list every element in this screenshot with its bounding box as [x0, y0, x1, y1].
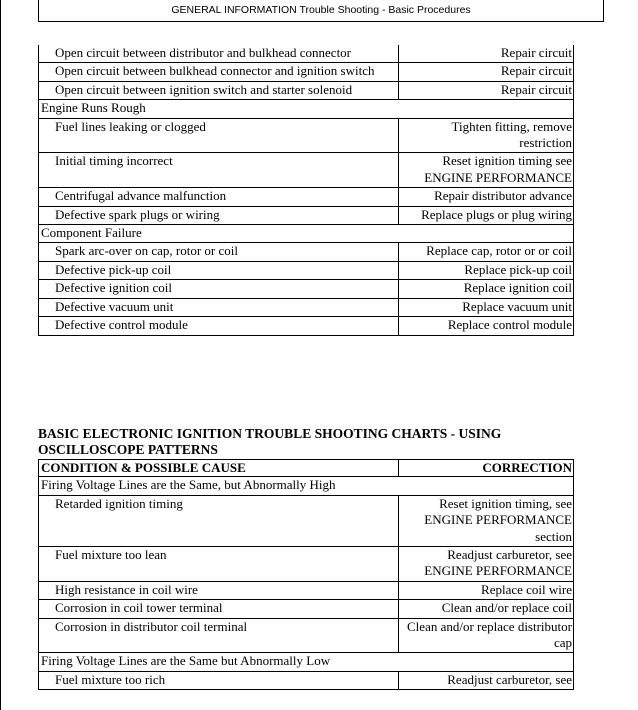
table-row: [39, 495, 574, 546]
trouble-shooting-table-continued: [38, 45, 574, 336]
oscilloscope-trouble-shooting-table: [38, 459, 574, 690]
cause-cell: Open circuit between distributor and bulkhead connector: [39, 45, 399, 63]
table-row: [39, 317, 574, 335]
table-row: [39, 618, 574, 653]
cause-cell: Open circuit between bulkhead connector and ignition switch: [39, 63, 399, 81]
cause-cell: Defective control module: [39, 317, 399, 335]
correction-cell: Clean and/or replace coil: [399, 600, 574, 618]
page-header: GENERAL INFORMATION Trouble Shooting - Basic Procedures: [38, 0, 604, 22]
correction-cell: Reset ignition timing, see ENGINE PERFORMANCE section: [399, 495, 574, 546]
table-row: [39, 600, 574, 618]
table-row: [39, 547, 574, 582]
table-row: [39, 63, 574, 81]
cause-cell: Initial timing incorrect: [39, 153, 399, 188]
correction-cell: Repair circuit: [399, 81, 574, 99]
correction-cell: Repair circuit: [399, 45, 574, 63]
cause-cell: Corrosion in coil tower terminal: [39, 600, 399, 618]
table-row: [39, 261, 574, 279]
table-row: [39, 81, 574, 99]
correction-cell: Reset ignition timing see ENGINE PERFORMANCE: [399, 153, 574, 188]
cause-cell: Defective spark plugs or wiring: [39, 206, 399, 224]
correction-cell: Replace plugs or plug wiring: [399, 206, 574, 224]
correction-cell: Clean and/or replace distributor cap: [399, 618, 574, 653]
table-row: [39, 298, 574, 316]
correction-cell: Replace cap, rotor or or coil: [399, 243, 574, 261]
correction-cell: Repair circuit: [399, 63, 574, 81]
cause-cell: Defective ignition coil: [39, 280, 399, 298]
correction-cell: Replace vacuum unit: [399, 298, 574, 316]
group-label: Component Failure: [39, 225, 574, 243]
correction-cell: Replace ignition coil: [399, 280, 574, 298]
correction-cell: Replace pick-up coil: [399, 261, 574, 279]
section-title: BASIC ELECTRONIC IGNITION TROUBLE SHOOTING CHARTS - USING OSCILLOSCOPE PATTERNS: [38, 426, 502, 457]
table-row: [39, 45, 574, 63]
table-group-row: [39, 100, 574, 118]
cause-cell: Fuel mixture too rich: [39, 671, 399, 689]
cause-cell: Retarded ignition timing: [39, 495, 399, 546]
cause-cell: Fuel lines leaking or clogged: [39, 118, 399, 153]
table-row: [39, 206, 574, 224]
correction-cell: Readjust carburetor, see ENGINE PERFORMANCE: [399, 547, 574, 582]
correction-cell: Tighten fitting, remove restriction: [399, 118, 574, 153]
cause-cell: Centrifugal advance malfunction: [39, 188, 399, 206]
table-header-row: [39, 460, 574, 477]
correction-cell: Readjust carburetor, see: [399, 671, 574, 689]
correction-cell: Replace coil wire: [399, 581, 574, 599]
cause-cell: Fuel mixture too lean: [39, 547, 399, 582]
group-label: Firing Voltage Lines are the Same but Abnormally Low: [39, 653, 574, 671]
table-row: [39, 153, 574, 188]
table-group-row: [39, 477, 574, 495]
condition-column-header: CONDITION & POSSIBLE CAUSE: [39, 460, 399, 477]
table-row: [39, 280, 574, 298]
table-row: [39, 243, 574, 261]
cause-cell: Defective pick-up coil: [39, 261, 399, 279]
cause-cell: Defective vacuum unit: [39, 298, 399, 316]
table-row: [39, 671, 574, 689]
cause-cell: Spark arc-over on cap, rotor or coil: [39, 243, 399, 261]
table-row: [39, 188, 574, 206]
cause-cell: High resistance in coil wire: [39, 581, 399, 599]
group-label: Firing Voltage Lines are the Same, but Abnormally High: [39, 477, 574, 495]
group-label: Engine Runs Rough: [39, 100, 574, 118]
table-row: [39, 118, 574, 153]
correction-column-header: CORRECTION: [399, 460, 574, 477]
page-left-border: [0, 0, 1, 710]
table-row: [39, 581, 574, 599]
correction-cell: Replace control module: [399, 317, 574, 335]
table-group-row: [39, 653, 574, 671]
cause-cell: Corrosion in distributor coil terminal: [39, 618, 399, 653]
correction-cell: Repair distributor advance: [399, 188, 574, 206]
cause-cell: Open circuit between ignition switch and starter solenoid: [39, 81, 399, 99]
table-group-row: [39, 225, 574, 243]
